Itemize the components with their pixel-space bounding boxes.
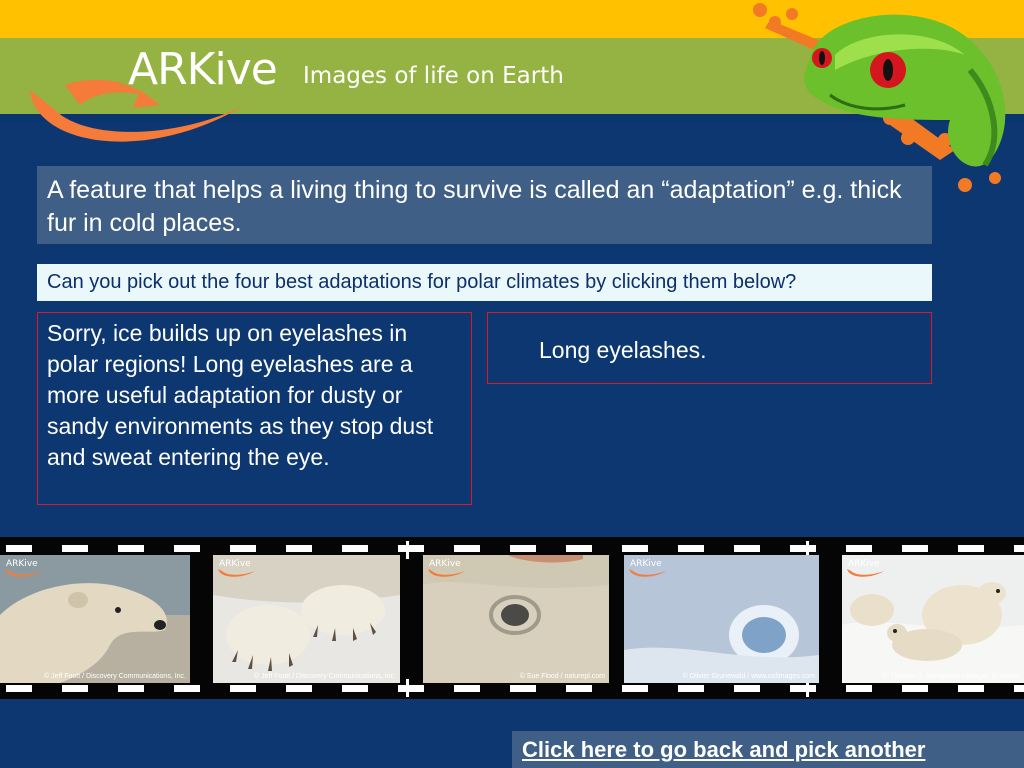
- option-long-eyelashes[interactable]: [487, 312, 932, 384]
- frame-logo: ARKive: [848, 559, 880, 569]
- film-perforation: [1014, 545, 1024, 552]
- film-perforation: [622, 545, 648, 552]
- film-perforation: [734, 685, 760, 692]
- frame-logo: ARKive: [630, 559, 662, 569]
- film-perforations-bottom: [0, 685, 1024, 693]
- film-perforation: [958, 685, 984, 692]
- tagline: Images of life on Earth: [303, 63, 564, 89]
- film-perforation: [6, 685, 32, 692]
- film-perforation: [286, 685, 312, 692]
- film-perforation: [566, 545, 592, 552]
- frame-logo: ARKive: [219, 559, 251, 569]
- film-perforation: [510, 545, 536, 552]
- arkive-swoosh-icon: [427, 567, 467, 579]
- film-perforation: [174, 545, 200, 552]
- back-link-container: [512, 731, 1024, 768]
- film-strip: [0, 537, 1024, 699]
- film-perforation: [902, 545, 928, 552]
- film-perforation: [6, 545, 32, 552]
- film-perforation: [398, 685, 424, 692]
- question-prompt: Can you pick out the four best adaptations for polar climates by clicking them below?: [37, 264, 932, 301]
- photo-credit: © Thomas D. Mangelsen / Images of Nature: [883, 673, 1020, 680]
- film-perforation: [118, 685, 144, 692]
- film-perforation: [118, 545, 144, 552]
- back-link[interactable]: Click here to go back and pick another: [522, 737, 926, 762]
- film-perforations-top: [0, 545, 1024, 553]
- photo-polar-bear-skin[interactable]: [423, 555, 609, 683]
- feedback-message: Sorry, ice builds up on eyelashes in polar regions! Long eyelashes are a more useful adaptation for dusty or sandy environments as they stop dust and sweat entering the eye.: [37, 312, 472, 505]
- film-perforation: [230, 545, 256, 552]
- film-perforation: [454, 685, 480, 692]
- arkive-swoosh-icon: [846, 567, 886, 579]
- intro-text: A feature that helps a living thing to survive is called an “adaptation” e.g. thick fur in cold places.: [37, 166, 932, 244]
- film-perforation: [566, 685, 592, 692]
- film-perforation: [62, 545, 88, 552]
- frame-logo: ARKive: [6, 559, 38, 569]
- arkive-swoosh-icon: [217, 567, 257, 579]
- option-label: Long eyelashes.: [539, 337, 707, 363]
- film-perforation: [230, 685, 256, 692]
- film-perforation: [790, 545, 816, 552]
- photo-credit: © Jeff Foott / Discovery Communications, Inc.: [44, 673, 186, 680]
- film-perforation: [510, 685, 536, 692]
- photo-polar-bear-paws[interactable]: [213, 555, 400, 683]
- film-perforation: [790, 685, 816, 692]
- photo-credit: © Olivier Grunewald / www.osfimages.com: [682, 673, 815, 680]
- film-perforation: [398, 545, 424, 552]
- film-perforation: [902, 685, 928, 692]
- photo-snow-den[interactable]: [624, 555, 819, 683]
- film-perforation: [286, 545, 312, 552]
- photo-polar-bears-group[interactable]: [842, 555, 1024, 683]
- film-perforation: [678, 545, 704, 552]
- film-perforation: [958, 545, 984, 552]
- arkive-logo: ARKive: [128, 44, 277, 95]
- arkive-swoosh-icon: [628, 567, 668, 579]
- film-perforation: [734, 545, 760, 552]
- film-perforation: [454, 545, 480, 552]
- film-divider: [406, 679, 409, 697]
- arkive-swoosh-icon: [4, 567, 44, 579]
- film-perforation: [342, 545, 368, 552]
- photo-polar-bear-head[interactable]: [0, 555, 190, 683]
- film-perforation: [846, 685, 872, 692]
- frame-logo: ARKive: [429, 559, 461, 569]
- photo-credit: © Jeff Foott / Discovery Communications, Inc.: [254, 673, 396, 680]
- film-perforation: [678, 685, 704, 692]
- film-perforation: [622, 685, 648, 692]
- film-perforation: [342, 685, 368, 692]
- film-perforation: [174, 685, 200, 692]
- film-perforation: [846, 545, 872, 552]
- film-perforation: [1014, 685, 1024, 692]
- photo-credit: © Sue Flood / naturepl.com: [519, 673, 605, 680]
- film-divider: [406, 541, 409, 559]
- film-perforation: [62, 685, 88, 692]
